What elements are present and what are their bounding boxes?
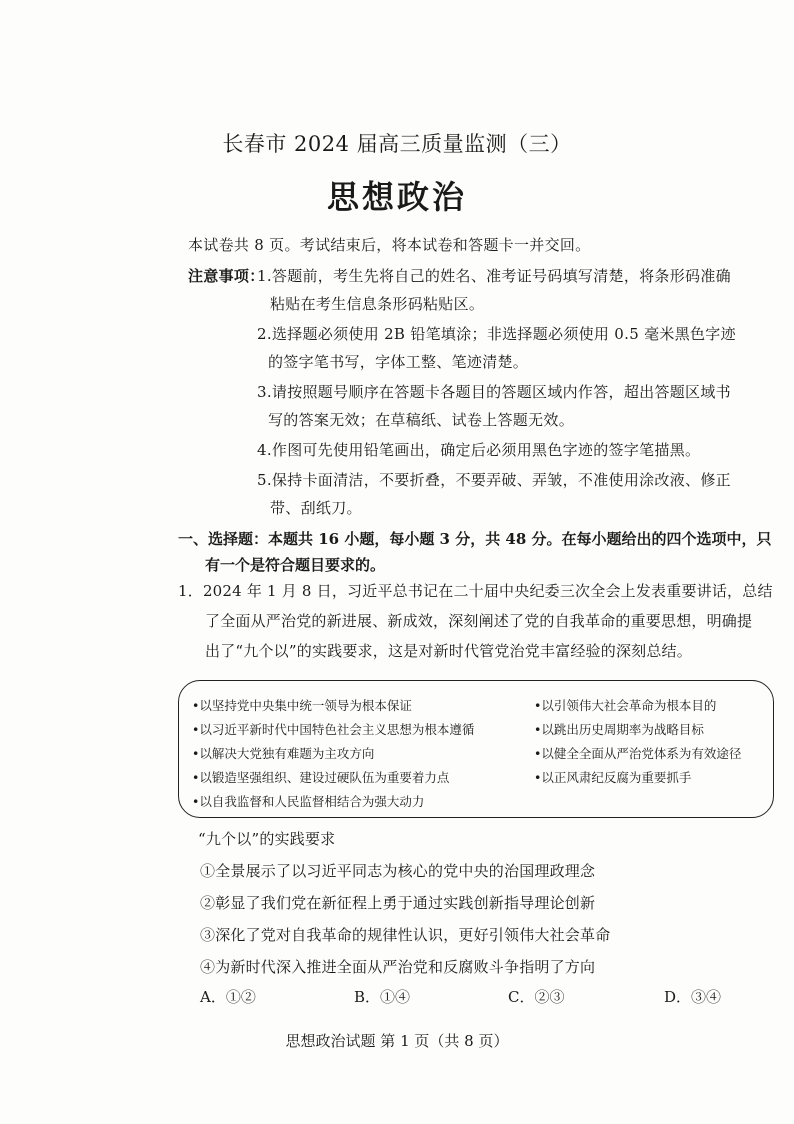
box-item: •以自我监督和人民监督相结合为强大动力 — [192, 794, 425, 809]
option-b: B．①④ — [354, 988, 411, 1006]
notice-item-3-line-2: 写的答案无效；在草稿纸、试卷上答题无效。 — [268, 411, 575, 429]
notice-item-5-line-1: 5.保持卡面清洁，不要折叠，不要弄破、弄皱，不准使用涂改液、修正 — [257, 471, 731, 489]
subject-title: 思想政治 — [326, 178, 467, 216]
option-a: A．①② — [200, 988, 256, 1006]
statement-3: ③深化了党对自我革命的规律性认识，更好引领伟大社会革命 — [200, 926, 611, 944]
box-item: •以习近平新时代中国特色社会主义思想为根本遵循 — [192, 722, 475, 737]
page-footer: 思想政治试题 第 1 页（共 8 页） — [285, 1032, 509, 1050]
box-item: •以健全全面从严治党体系为有效途径 — [534, 746, 742, 761]
statement-2: ②彰显了我们党在新征程上勇于通过实践创新指导理论创新 — [200, 894, 596, 912]
statement-1: ①全景展示了以习近平同志为核心的党中央的治国理政理念 — [200, 862, 596, 880]
box-item: •以坚持党中央集中统一领导为根本保证 — [192, 698, 412, 713]
notice-item-1-line-1: 1.答题前，考生先将自己的姓名、准考证号码填写清楚，将条形码准确 — [257, 267, 731, 285]
exam-title: 长春市 2024 届高三质量监测（三） — [222, 132, 572, 156]
section-heading-line-1: 一、选择题：本题共 16 小题，每小题 3 分，共 48 分。在每小题给出的四个选项中，只 — [178, 530, 772, 548]
option-d: D．③④ — [664, 988, 722, 1006]
box-item: •以锻造坚强组织、建设过硬队伍为重要着力点 — [192, 770, 450, 785]
notice-item-2-line-2: 的签字笔书写，字体工整、笔迹清楚。 — [268, 353, 529, 371]
question-1-stem-line-2: 了全面从严治党的新进展、新成效，深刻阐述了党的自我革命的重要思想，明确提 — [205, 612, 753, 630]
box-item: •以引领伟大社会革命为根本目的 — [534, 698, 717, 713]
box-caption: “九个以”的实践要求 — [198, 830, 336, 848]
notice-item-2-line-1: 2.选择题必须使用 2B 铅笔填涂；非选择题必须使用 0.5 毫米黑色字迹 — [257, 325, 736, 343]
box-item: •以跳出历史周期率为战略目标 — [534, 722, 704, 737]
box-item: •以解决大党独有难题为主攻方向 — [192, 746, 375, 761]
option-c: C．②③ — [508, 988, 565, 1006]
notice-item-5-line-2: 带、刮纸刀。 — [270, 499, 362, 517]
question-1-stem-line-3: 出了“九个以”的实践要求，这是对新时代管党治党丰富经验的深刻总结。 — [205, 642, 692, 660]
box-item: •以正风肃纪反腐为重要抓手 — [534, 770, 692, 785]
notice-item-1-line-2: 粘贴在考生信息条形码粘贴区。 — [270, 295, 485, 313]
notice-item-3-line-1: 3.请按照题号顺序在答题卡各题目的答题区域内作答，超出答题区域书 — [257, 383, 731, 401]
intro-text: 本试卷共 8 页。考试结束后，将本试卷和答题卡一并交回。 — [188, 236, 591, 254]
notice-item-4: 4.作图可先使用铅笔画出，确定后必须用黑色字迹的签字笔描黑。 — [257, 441, 701, 459]
question-1-stem-line-1: 1．2024 年 1 月 8 日，习近平总书记在二十届中央纪委三次全会上发表重要讲话，总结 — [178, 582, 773, 600]
notice-label: 注意事项： — [188, 267, 265, 285]
statement-4: ④为新时代深入推进全面从严治党和反腐败斗争指明了方向 — [200, 958, 596, 976]
section-heading-line-2: 有一个是符合题目要求的。 — [205, 556, 386, 574]
